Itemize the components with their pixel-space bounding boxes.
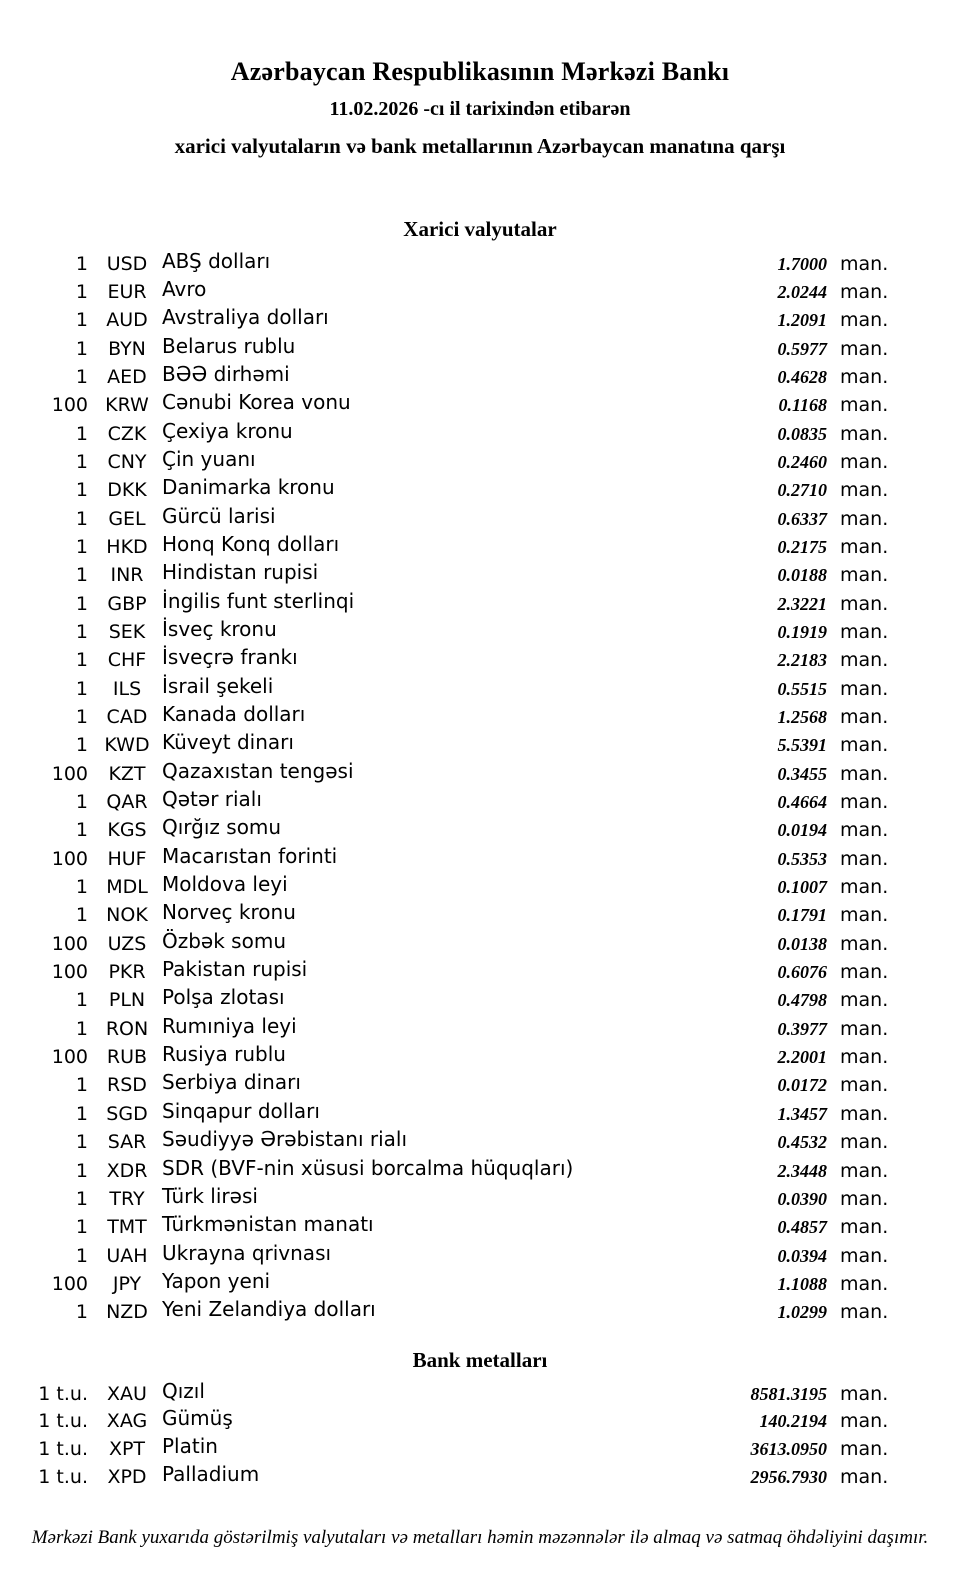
quantity-cell: 1 — [75, 1159, 88, 1182]
rate-table-row — [0, 418, 960, 449]
currency-name-cell: Platin — [162, 1433, 218, 1458]
manat-unit-label: man. — [840, 762, 889, 785]
rate-value-cell: 1.0299 — [777, 1302, 827, 1323]
rate-table-row — [0, 248, 960, 279]
rate-table-row — [0, 1408, 960, 1436]
rate-table-row — [0, 1129, 960, 1157]
currency-code-cell: AED — [107, 365, 147, 388]
rate-table-row — [0, 1268, 960, 1299]
currency-name-cell: Qətər rialı — [162, 787, 262, 812]
currency-name-cell: Avro — [162, 276, 207, 301]
currency-code-cell: PLN — [108, 989, 146, 1012]
manat-unit-label: man. — [840, 904, 889, 927]
currency-name-cell: Özbək somu — [162, 928, 286, 953]
currency-name-cell: Gümüş — [162, 1406, 233, 1431]
rate-table-row — [0, 1155, 960, 1186]
rate-value-cell: 0.1168 — [778, 395, 827, 416]
manat-unit-label: man. — [840, 876, 889, 899]
rate-value-cell: 1.1088 — [777, 1273, 827, 1294]
currency-code-cell: MDL — [106, 876, 148, 899]
currency-code-cell: RSD — [107, 1074, 147, 1097]
currency-name-cell: Gürcü larisi — [162, 503, 276, 528]
quantity-cell: 100 — [51, 1046, 88, 1069]
currency-name-cell: ABŞ dolları — [162, 248, 271, 273]
manat-unit-label: man. — [840, 1437, 889, 1460]
currency-code-cell: DKK — [107, 479, 147, 502]
rate-value-cell: 1.2568 — [777, 707, 827, 727]
currency-code-cell: SEK — [108, 620, 146, 643]
quantity-cell: 1 — [75, 876, 88, 899]
rate-value-cell: 0.1007 — [777, 877, 827, 898]
rate-value-cell: 0.5977 — [777, 338, 827, 359]
currency-code-cell: INR — [110, 564, 144, 587]
rate-table-row — [0, 1183, 960, 1214]
rate-value-cell: 0.0194 — [777, 820, 827, 841]
quantity-cell: 1 — [75, 479, 88, 502]
quantity-cell: 1 — [75, 1216, 88, 1239]
quantity-cell: 1 — [75, 904, 88, 927]
currency-name-cell: İsrail şekeli — [162, 673, 274, 698]
manat-unit-label: man. — [840, 422, 889, 445]
rate-table-row — [0, 588, 960, 619]
page-subtitle: xarici valyutaların və bank metallarının Azərbaycan manatına qarşı — [174, 133, 786, 158]
manat-unit-label: man. — [840, 507, 889, 530]
rate-table-row — [0, 1433, 960, 1464]
rate-table-row — [0, 1072, 960, 1100]
rate-table-row — [0, 276, 960, 307]
quantity-cell: 100 — [51, 1272, 88, 1295]
currency-code-cell: JPY — [112, 1272, 142, 1295]
currency-code-cell: RUB — [106, 1046, 148, 1069]
currency-code-cell: UZS — [107, 932, 147, 955]
rate-value-cell: 0.0394 — [777, 1245, 827, 1266]
manat-unit-label: man. — [840, 1017, 889, 1040]
manat-unit-label: man. — [840, 309, 889, 332]
currency-name-cell: Çexiya kronu — [162, 418, 293, 443]
rate-value-cell: 0.6337 — [777, 508, 827, 529]
currency-name-cell: Serbiya dinarı — [162, 1070, 301, 1095]
quantity-cell: 1 — [75, 507, 88, 530]
rate-value-cell: 0.1791 — [777, 905, 827, 926]
manat-unit-label: man. — [840, 1102, 889, 1125]
currency-code-cell: EUR — [107, 280, 147, 303]
rate-value-cell: 0.6076 — [777, 962, 827, 983]
rate-value-cell: 1.7000 — [777, 253, 827, 274]
rate-value-cell: 0.0835 — [777, 423, 827, 444]
rate-value-cell: 1.2091 — [777, 310, 827, 331]
manat-unit-label: man. — [840, 1074, 889, 1097]
currency-name-cell: Avstraliya dolları — [162, 305, 329, 330]
rate-table-row — [0, 1240, 960, 1271]
currency-code-cell: RON — [105, 1017, 149, 1040]
manat-unit-label: man. — [840, 564, 889, 587]
rate-table-row — [0, 902, 960, 930]
currency-name-cell: Belarus rublu — [162, 333, 296, 358]
rate-value-cell: 0.2710 — [777, 480, 827, 501]
manat-unit-label: man. — [840, 819, 889, 842]
currency-name-cell: Küveyt dinarı — [162, 730, 294, 755]
manat-unit-label: man. — [840, 1131, 889, 1154]
manat-unit-label: man. — [840, 1410, 889, 1433]
currency-code-cell: NZD — [106, 1301, 148, 1324]
quantity-cell: 100 — [51, 932, 88, 955]
manat-unit-label: man. — [840, 791, 889, 814]
quantity-cell: 1 — [75, 592, 88, 615]
rate-value-cell: 2.2001 — [777, 1047, 827, 1068]
currency-code-cell: KWD — [104, 734, 150, 757]
rate-value-cell: 2.3448 — [777, 1160, 827, 1181]
currency-name-cell: İsveç kronu — [162, 616, 277, 641]
currency-name-cell: Moldova leyi — [162, 872, 288, 897]
currency-name-cell: Qızıl — [162, 1378, 205, 1403]
currency-code-cell: TRY — [109, 1187, 145, 1210]
currency-name-cell: Qırğız somu — [162, 815, 282, 840]
quantity-cell: 100 — [51, 847, 88, 870]
rate-value-cell: 3613.0950 — [750, 1438, 827, 1459]
manat-unit-label: man. — [840, 394, 889, 417]
currency-name-cell: Rusiya rublu — [162, 1042, 286, 1067]
currency-name-cell: BƏƏ dirhəmi — [162, 361, 290, 386]
rate-table-row — [0, 1098, 960, 1129]
quantity-cell: 1 — [75, 1244, 88, 1267]
rate-value-cell: 5.5391 — [777, 735, 827, 756]
currency-name-cell: Palladium — [162, 1461, 260, 1486]
currency-name-cell: Türkmənistan manatı — [162, 1212, 374, 1237]
currency-name-cell: Macarıstan forinti — [162, 843, 338, 868]
rate-table-row — [0, 616, 960, 647]
rate-table-row — [0, 704, 960, 732]
currency-code-cell: SAR — [107, 1131, 147, 1154]
currency-code-cell: QAR — [106, 791, 148, 814]
manat-unit-label: man. — [840, 734, 889, 757]
quantity-cell: 1 — [75, 1074, 88, 1097]
quantity-cell: 1 — [75, 734, 88, 757]
rate-value-cell: 0.0188 — [777, 565, 827, 586]
manat-unit-label: man. — [840, 1382, 889, 1405]
rate-value-cell: 0.2175 — [777, 536, 827, 557]
currency-code-cell: XDR — [106, 1159, 148, 1182]
quantity-cell: 100 — [51, 762, 88, 785]
manat-unit-label: man. — [840, 847, 889, 870]
rate-value-cell: 2.2183 — [777, 650, 827, 671]
manat-unit-label: man. — [840, 677, 889, 700]
manat-unit-label: man. — [840, 252, 889, 275]
page-title: Azərbaycan Respublikasının Mərkəzi Bankı — [230, 57, 730, 86]
quantity-cell: 1 — [75, 450, 88, 473]
metals-table — [0, 1378, 960, 1492]
manat-unit-label: man. — [840, 535, 889, 558]
manat-unit-label: man. — [840, 337, 889, 360]
obligation-note: Mərkəzi Bank yuxarıda göstərilmiş valyutaları və metalları həmin məzənnələr ilə almaq və satmaq öhdəliyini daşımır. — [31, 1527, 929, 1549]
currency-code-cell: UAH — [106, 1244, 148, 1267]
rate-table-row — [0, 732, 960, 760]
manat-unit-label: man. — [840, 479, 889, 502]
manat-unit-label: man. — [840, 1187, 889, 1210]
quantity-cell: 1 — [75, 819, 88, 842]
rate-value-cell: 8581.3195 — [750, 1383, 827, 1404]
quantity-cell: 1 t.u. — [38, 1382, 88, 1405]
manat-unit-label: man. — [840, 1465, 889, 1488]
manat-unit-label: man. — [840, 961, 889, 984]
currency-name-cell: İngilis funt sterlinqi — [162, 588, 355, 613]
rate-table-row — [0, 562, 960, 590]
currency-code-cell: CNY — [107, 450, 147, 473]
manat-unit-label: man. — [840, 1046, 889, 1069]
quantity-cell: 1 — [75, 422, 88, 445]
quantity-cell: 1 — [75, 677, 88, 700]
rate-value-cell: 0.4628 — [777, 366, 827, 387]
quantity-cell: 1 — [75, 280, 88, 303]
currency-code-cell: XPD — [107, 1465, 147, 1488]
currency-code-cell: XPT — [108, 1437, 146, 1460]
currency-code-cell: GBP — [107, 592, 147, 615]
rate-table-row — [0, 874, 960, 902]
quantity-cell: 1 — [75, 252, 88, 275]
currency-code-cell: HUF — [107, 847, 147, 870]
rate-value-cell: 0.3977 — [777, 1018, 827, 1039]
quantity-cell: 1 — [75, 309, 88, 332]
quantity-cell: 1 — [75, 1301, 88, 1324]
rate-value-cell: 2.3221 — [777, 593, 827, 614]
currency-name-cell: Ukrayna qrivnası — [162, 1240, 332, 1265]
currency-code-cell: BYN — [108, 337, 146, 360]
rate-value-cell: 2956.7930 — [750, 1466, 827, 1487]
currency-code-cell: GEL — [108, 507, 146, 530]
rate-table-row — [0, 1214, 960, 1242]
currency-code-cell: ILS — [112, 677, 142, 700]
rate-table-row — [0, 1044, 960, 1072]
currency-name-cell: Hindistan rupisi — [162, 560, 319, 585]
rate-value-cell: 0.5353 — [777, 848, 827, 869]
rate-value-cell: 0.0172 — [777, 1075, 827, 1096]
currency-code-cell: TMT — [107, 1216, 147, 1239]
currency-code-cell: PKR — [108, 961, 146, 984]
quantity-cell: 1 — [75, 1131, 88, 1154]
rate-value-cell: 0.3455 — [777, 763, 827, 784]
currency-name-cell: Polşa zlotası — [162, 985, 285, 1010]
quantity-cell: 1 — [75, 791, 88, 814]
rate-value-cell: 0.0138 — [777, 933, 827, 954]
manat-unit-label: man. — [840, 932, 889, 955]
currency-code-cell: NOK — [106, 904, 148, 927]
quantity-cell: 1 — [75, 649, 88, 672]
currency-code-cell: AUD — [106, 309, 148, 332]
currency-name-cell: Türk lirəsi — [162, 1183, 258, 1208]
currency-name-cell: Qazaxıstan tengəsi — [162, 758, 354, 783]
quantity-cell: 1 — [75, 337, 88, 360]
manat-unit-label: man. — [840, 365, 889, 388]
manat-unit-label: man. — [840, 620, 889, 643]
currency-name-cell: Rumıniya leyi — [162, 1013, 297, 1038]
rate-table-row — [0, 817, 960, 845]
rate-value-cell: 0.0390 — [777, 1188, 827, 1209]
rate-table-row — [0, 928, 960, 959]
rate-value-cell: 0.2460 — [777, 451, 827, 472]
currencies-section-title: Xarici valyutalar — [403, 216, 557, 241]
quantity-cell: 1 — [75, 365, 88, 388]
manat-unit-label: man. — [840, 1244, 889, 1267]
rate-table-row — [0, 333, 960, 364]
rate-table-row — [0, 673, 960, 704]
rate-value-cell: 140.2194 — [759, 1411, 827, 1432]
rate-table-row — [0, 647, 960, 675]
currencies-table — [0, 248, 960, 1328]
rate-table-row — [0, 477, 960, 505]
currency-code-cell: SGD — [106, 1102, 148, 1125]
rate-value-cell: 0.4798 — [777, 990, 827, 1011]
currency-code-cell: KGS — [107, 819, 147, 842]
currency-code-cell: USD — [106, 252, 148, 275]
currency-code-cell: KZT — [108, 762, 146, 785]
manat-unit-label: man. — [840, 450, 889, 473]
quantity-cell: 1 — [75, 1017, 88, 1040]
currency-name-cell: SDR (BVF-nin xüsusi borcalma hüquqları) — [162, 1155, 574, 1180]
rate-table-row — [0, 843, 960, 874]
rate-table-row — [0, 1461, 960, 1492]
rate-table-row — [0, 1299, 960, 1327]
currency-name-cell: Yapon yeni — [162, 1268, 271, 1293]
currency-name-cell: Cənubi Korea vonu — [162, 390, 351, 415]
currency-code-cell: XAG — [106, 1410, 148, 1433]
currency-code-cell: CAD — [106, 706, 148, 728]
rate-table-row — [0, 789, 960, 817]
manat-unit-label: man. — [840, 1159, 889, 1182]
currency-code-cell: CHF — [107, 649, 147, 672]
currency-code-cell: HKD — [106, 535, 148, 558]
metals-section-title: Bank metalları — [412, 1347, 548, 1372]
currency-name-cell: Səudiyyə Ərəbistanı rialı — [162, 1127, 408, 1152]
manat-unit-label: man. — [840, 1301, 889, 1324]
rate-table-row — [0, 531, 960, 562]
rate-table-row — [0, 959, 960, 987]
currency-code-cell: KRW — [105, 394, 149, 417]
rate-table-row — [0, 392, 960, 420]
manat-unit-label: man. — [840, 989, 889, 1012]
rate-value-cell: 0.1919 — [777, 621, 827, 642]
quantity-cell: 1 — [75, 989, 88, 1012]
quantity-cell: 1 — [75, 564, 88, 587]
currency-name-cell: Kanada dolları — [162, 702, 306, 726]
rate-table-row — [0, 1378, 960, 1409]
quantity-cell: 100 — [51, 394, 88, 417]
currency-name-cell: Sinqapur dolları — [162, 1098, 320, 1123]
quantity-cell: 1 t.u. — [38, 1437, 88, 1460]
currency-code-cell: XAU — [107, 1382, 147, 1405]
currency-name-cell: Norveç kronu — [162, 900, 296, 925]
quantity-cell: 1 — [75, 620, 88, 643]
rate-table-row — [0, 361, 960, 392]
rate-value-cell: 2.0244 — [777, 281, 827, 302]
quantity-cell: 1 t.u. — [38, 1410, 88, 1433]
currency-name-cell: Honq Konq dolları — [162, 531, 340, 556]
currency-name-cell: İsveçrə frankı — [162, 645, 298, 670]
quantity-cell: 1 — [75, 1187, 88, 1210]
rate-table-row — [0, 446, 960, 477]
manat-unit-label: man. — [840, 1272, 889, 1295]
rate-table-row — [0, 987, 960, 1015]
manat-unit-label: man. — [840, 280, 889, 303]
currency-name-cell: Danimarka kronu — [162, 475, 335, 500]
quantity-cell: 100 — [51, 961, 88, 984]
manat-unit-label: man. — [840, 1216, 889, 1239]
currency-name-cell: Çin yuanı — [162, 446, 256, 471]
quantity-cell: 1 — [75, 706, 88, 728]
manat-unit-label: man. — [840, 592, 889, 615]
rate-table-row — [0, 1013, 960, 1044]
rate-value-cell: 0.4532 — [777, 1132, 827, 1153]
effective-date-line: 11.02.2026 -cı il tarixindən etibarən — [329, 97, 631, 120]
currency-name-cell: Pakistan rupisi — [162, 957, 308, 982]
quantity-cell: 1 — [75, 535, 88, 558]
rate-value-cell: 0.5515 — [777, 678, 827, 699]
rate-table-row — [0, 503, 960, 534]
quantity-cell: 1 — [75, 1102, 88, 1125]
quantity-cell: 1 t.u. — [38, 1465, 88, 1488]
rate-table-row — [0, 307, 960, 335]
currency-code-cell: CZK — [107, 422, 147, 445]
manat-unit-label: man. — [840, 706, 889, 728]
rate-value-cell: 0.4664 — [777, 792, 827, 813]
rate-value-cell: 1.3457 — [777, 1103, 827, 1124]
manat-unit-label: man. — [840, 649, 889, 672]
currency-name-cell: Yeni Zelandiya dolları — [162, 1297, 376, 1322]
rate-value-cell: 0.4857 — [777, 1217, 827, 1238]
rate-table-row — [0, 758, 960, 789]
